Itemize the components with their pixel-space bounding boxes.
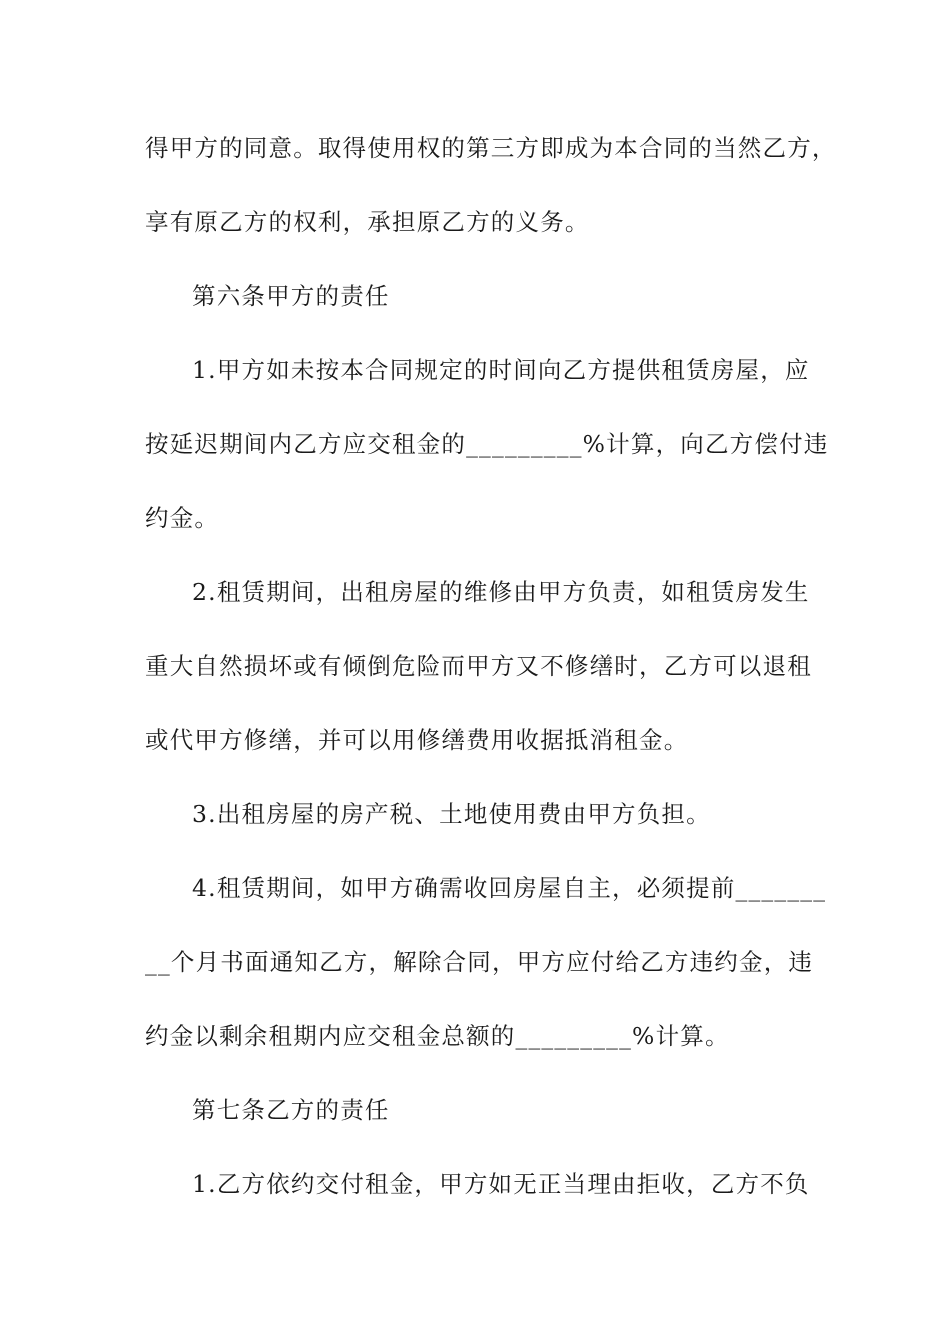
text-line: 得甲方的同意。取得使用权的第三方即成为本合同的当然乙方， xyxy=(145,134,837,162)
text-line: 1.乙方依约交付租金，甲方如无正当理由拒收，乙方不负 xyxy=(192,1170,810,1198)
text-line: 或代甲方修缮，并可以用修缮费用收据抵消租金。 xyxy=(145,726,689,754)
section-heading: 第七条乙方的责任 xyxy=(192,1096,390,1124)
text-line: 重大自然损坏或有倾倒危险而甲方又不修缮时，乙方可以退租 xyxy=(145,652,812,680)
text-line: 约金以剩余租期内应交租金总额的_________%计算。 xyxy=(145,1022,730,1050)
text-line: 4.租赁期间，如甲方确需收回房屋自主，必须提前_______ xyxy=(192,874,827,902)
text-line: 2.租赁期间，出租房屋的维修由甲方负责，如租赁房发生 xyxy=(192,578,810,606)
text-line: 约金。 xyxy=(145,504,220,532)
text-line: 1.甲方如未按本合同规定的时间向乙方提供租赁房屋，应 xyxy=(192,356,810,384)
text-line: 3.出租房屋的房产税、土地使用费由甲方负担。 xyxy=(192,800,711,828)
text-line: 享有原乙方的权利，承担原乙方的义务。 xyxy=(145,208,590,236)
document-body xyxy=(145,122,837,1232)
text-line: __个月书面通知乙方，解除合同，甲方应付给乙方违约金，违 xyxy=(145,948,814,976)
text-line: 按延迟期间内乙方应交租金的_________%计算，向乙方偿付违 xyxy=(145,430,829,458)
section-heading: 第六条甲方的责任 xyxy=(192,282,390,310)
